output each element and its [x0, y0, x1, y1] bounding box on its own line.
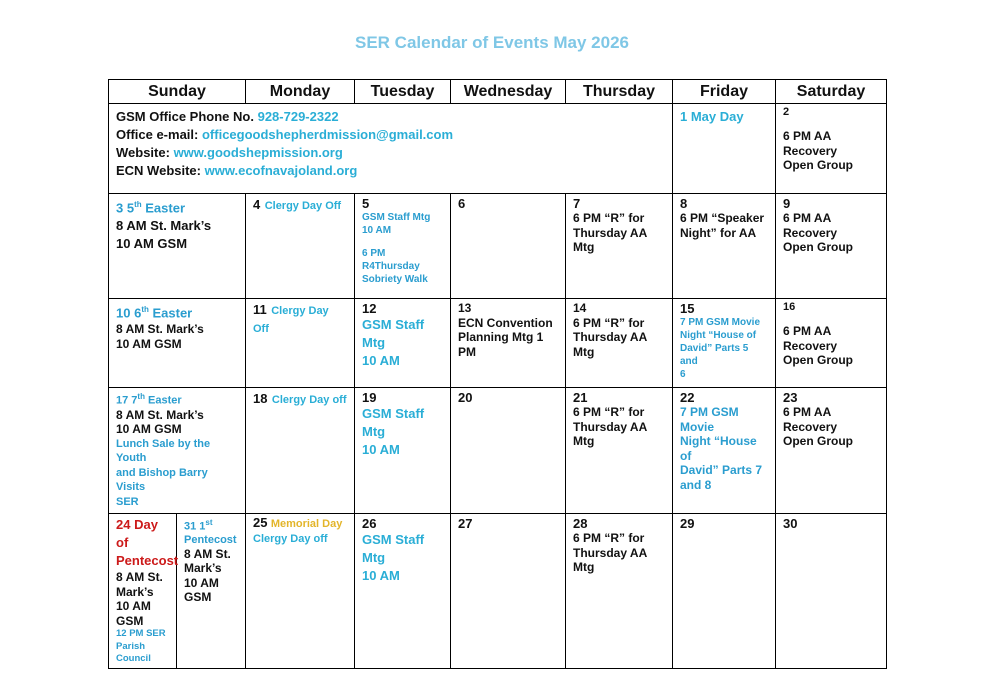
day-number: 27 [458, 516, 473, 531]
event-line: 6 PM AA Recovery [783, 211, 838, 240]
ecn-link[interactable]: www.ecofnavajoland.org [204, 163, 358, 178]
service-line: 8 AM St. Mark’s [116, 218, 212, 234]
day-cell-3 [109, 194, 246, 299]
liturgical-label: Easter [144, 394, 182, 407]
service-line: 10 AM GSM [116, 236, 188, 252]
day-number: 13 [458, 301, 472, 315]
day-cell-16 [776, 299, 887, 388]
day-header-monday: Monday [246, 80, 355, 104]
event-line: Clergy Day off [271, 394, 347, 406]
day-number: 28 [573, 516, 588, 531]
weekday-header-row [109, 80, 887, 104]
ecn-label: ECN Website: [116, 163, 201, 178]
event-line: Planning Mtg 1 PM [458, 330, 544, 359]
event-line: Open Group [783, 434, 853, 448]
day-header-thursday: Thursday [566, 80, 673, 104]
day-cell-30 [776, 514, 887, 669]
day-cell-21 [566, 388, 673, 514]
event-line: David” Parts 5 and [680, 343, 749, 367]
day-cell-10 [109, 299, 246, 388]
day-cell-28 [566, 514, 673, 669]
day-cell-17 [109, 388, 246, 514]
day-number: 23 [783, 390, 798, 405]
page-title: SER Calendar of Events May 2026 [354, 33, 629, 52]
sunday-heading [116, 196, 238, 217]
day-cell-5 [355, 194, 451, 299]
event-line: 6 PM “R” for [573, 531, 645, 545]
website-line [116, 144, 665, 162]
phone-line [116, 108, 665, 126]
day-cell-25 [246, 514, 355, 669]
event-line: GSM Staff Mtg [362, 212, 431, 223]
website-label: Website: [116, 145, 170, 160]
ordinal-suffix: th [137, 392, 145, 401]
day-cell-7 [566, 194, 673, 299]
event-line: 12 PM SER [116, 628, 166, 639]
event-line: Clergy Day off [253, 532, 328, 545]
day-cell-2 [776, 104, 887, 194]
day-cell-12 [355, 299, 451, 388]
event-line: Night “House of [680, 330, 757, 341]
event-line: 10 AM [362, 442, 400, 457]
day-cell-22 [673, 388, 776, 514]
day-cell-20 [451, 388, 566, 514]
day-number: 6 [458, 196, 466, 211]
day-1-label: 1 May Day [680, 109, 744, 124]
event-line: 6 PM “R” for [573, 211, 645, 225]
ordinal-suffix: st [205, 518, 213, 527]
service-line: 10 AM GSM [116, 422, 182, 437]
day-header-wednesday: Wednesday [451, 80, 566, 104]
week-row-2 [109, 194, 887, 299]
phone-label: GSM Office Phone No. [116, 109, 254, 124]
event-line: 6 PM AA Recovery [783, 324, 838, 353]
day-cell-14 [566, 299, 673, 388]
event-line: ECN Convention [458, 315, 553, 330]
sunday-heading: 24 Day of [116, 517, 158, 550]
event-line: Council [116, 653, 151, 664]
event-line: David” Parts 7 [680, 463, 763, 477]
day-cell-19 [355, 388, 451, 514]
event-line: SER [116, 495, 139, 508]
day-cell-18 [246, 388, 355, 514]
day-number: 3 5 [116, 200, 135, 216]
liturgical-label: Pentecost [184, 533, 237, 546]
event-line: GSM Staff Mtg [362, 532, 425, 565]
event-line: Clergy Day Off [264, 200, 342, 212]
service-line: 10 AM [116, 599, 151, 613]
ordinal-suffix: th [141, 305, 149, 314]
day-number: 15 [680, 301, 695, 316]
calendar-table [108, 79, 887, 669]
day-cell-6 [451, 194, 566, 299]
day-number: 18 [253, 391, 268, 406]
event-line: 10 AM [362, 225, 392, 236]
day-number: 2 [783, 106, 790, 118]
event-line: Night “House of [680, 434, 757, 463]
sunday-heading [116, 390, 238, 408]
service-line: GSM [116, 613, 144, 628]
email-link[interactable]: officegoodshepherdmission@gmail.com [201, 127, 454, 142]
event-line: Lunch Sale by the Youth [116, 437, 211, 465]
day-number: 5 [362, 196, 370, 211]
day-cell-24 [109, 514, 177, 668]
sunday-split-cell [109, 514, 246, 669]
day-number: 7 [573, 196, 581, 211]
day-number: 26 [362, 516, 377, 531]
day-cell-11 [246, 299, 355, 388]
event-line: Open Group [783, 353, 853, 367]
service-line: 8 AM St. [184, 546, 231, 561]
week-row-4 [109, 388, 887, 514]
service-line: 8 AM St. Mark’s [116, 322, 204, 337]
day-number: 9 [783, 196, 791, 211]
day-number: 14 [573, 301, 587, 315]
event-line: Open Group [783, 240, 853, 254]
day-number: 4 [253, 197, 261, 212]
sunday-heading: Pentecost [116, 553, 179, 568]
day-header-friday: Friday [673, 80, 776, 104]
ordinal-suffix: th [134, 200, 142, 209]
day-number: 30 [783, 516, 798, 531]
day-number: 20 [458, 390, 473, 405]
day-cell-8 [673, 194, 776, 299]
day-cell-13 [451, 299, 566, 388]
memorial-day-line [253, 516, 347, 532]
website-link[interactable]: www.goodshepmission.org [173, 145, 343, 160]
event-line: Night” for AA [680, 225, 757, 240]
event-line: 6 PM “Speaker [680, 211, 765, 225]
event-line: 6 PM R4Thursday [362, 248, 420, 272]
event-line: 7 PM GSM Movie [680, 317, 761, 328]
service-line: Mark’s [184, 561, 222, 576]
event-line: Thursday AA Mtg [573, 225, 647, 254]
day-number: 21 [573, 390, 588, 405]
day-cell-27 [451, 514, 566, 669]
week-row-5 [109, 514, 887, 669]
week-row-1 [109, 104, 887, 194]
day-number: 29 [680, 516, 695, 531]
day-number: 19 [362, 390, 377, 405]
event-line: 6 PM “R” for [573, 405, 645, 419]
event-line: 7 PM GSM Movie [680, 405, 739, 434]
event-line: 6 PM AA Recovery [783, 129, 838, 158]
day-number: 16 [783, 301, 796, 313]
day-number: 10 6 [116, 305, 142, 321]
email-label: Office e-mail: [116, 127, 199, 142]
event-line: Thursday AA Mtg [573, 545, 647, 574]
event-line: 6 PM “R” for [573, 315, 645, 330]
day-cell-9 [776, 194, 887, 299]
day-cell-31 [177, 514, 245, 668]
day-cell-1 [673, 104, 776, 194]
contact-info-cell [109, 104, 673, 194]
event-line: 6 PM AA Recovery [783, 405, 838, 434]
service-line: 10 AM GSM [116, 336, 182, 351]
day-header-saturday: Saturday [776, 80, 887, 104]
event-line: and 8 [680, 477, 712, 492]
liturgical-label: Easter [141, 200, 186, 216]
day-number: 11 [253, 302, 267, 317]
day-number: 25 [253, 515, 268, 530]
day-cell-23 [776, 388, 887, 514]
day-cell-15 [673, 299, 776, 388]
day-number: 31 1 [184, 520, 206, 533]
day-cell-26 [355, 514, 451, 669]
sunday-heading [116, 301, 238, 322]
service-line: 8 AM St. Mark’s [116, 407, 204, 422]
day-header-sunday: Sunday [109, 80, 246, 104]
event-line: Sobriety Walk [362, 274, 428, 285]
event-line: 6 [680, 369, 686, 380]
event-line: Open Group [783, 158, 853, 172]
day-number: 17 7 [116, 394, 138, 407]
event-line: Parish [116, 640, 146, 652]
sunday-heading [184, 516, 238, 534]
event-line: Thursday AA Mtg [573, 330, 647, 359]
week-row-3 [109, 299, 887, 388]
service-line: GSM [184, 590, 212, 605]
event-line: 10 AM [362, 568, 400, 583]
email-line [116, 126, 665, 144]
liturgical-label: Easter [148, 305, 193, 321]
event-line: GSM Staff Mtg [362, 317, 425, 350]
day-number: 8 [680, 196, 688, 211]
day-number: 12 [362, 301, 377, 316]
day-cell-29 [673, 514, 776, 669]
event-line: Thursday AA Mtg [573, 419, 647, 448]
ecn-line [116, 162, 665, 180]
event-line: 10 AM [362, 353, 400, 368]
phone-link[interactable]: 928-729-2322 [257, 109, 339, 124]
service-line: 10 AM [184, 575, 219, 590]
day-header-tuesday: Tuesday [355, 80, 451, 104]
event-line: GSM Staff Mtg [362, 406, 425, 439]
day-cell-4 [246, 194, 355, 299]
holiday-label: Memorial Day [270, 518, 343, 530]
service-line: Mark’s [116, 584, 154, 599]
service-line: 8 AM St. [116, 570, 163, 584]
day-number: 22 [680, 390, 695, 405]
event-line: Clergy Day Off [253, 305, 329, 335]
event-line: and Bishop Barry Visits [116, 466, 208, 494]
